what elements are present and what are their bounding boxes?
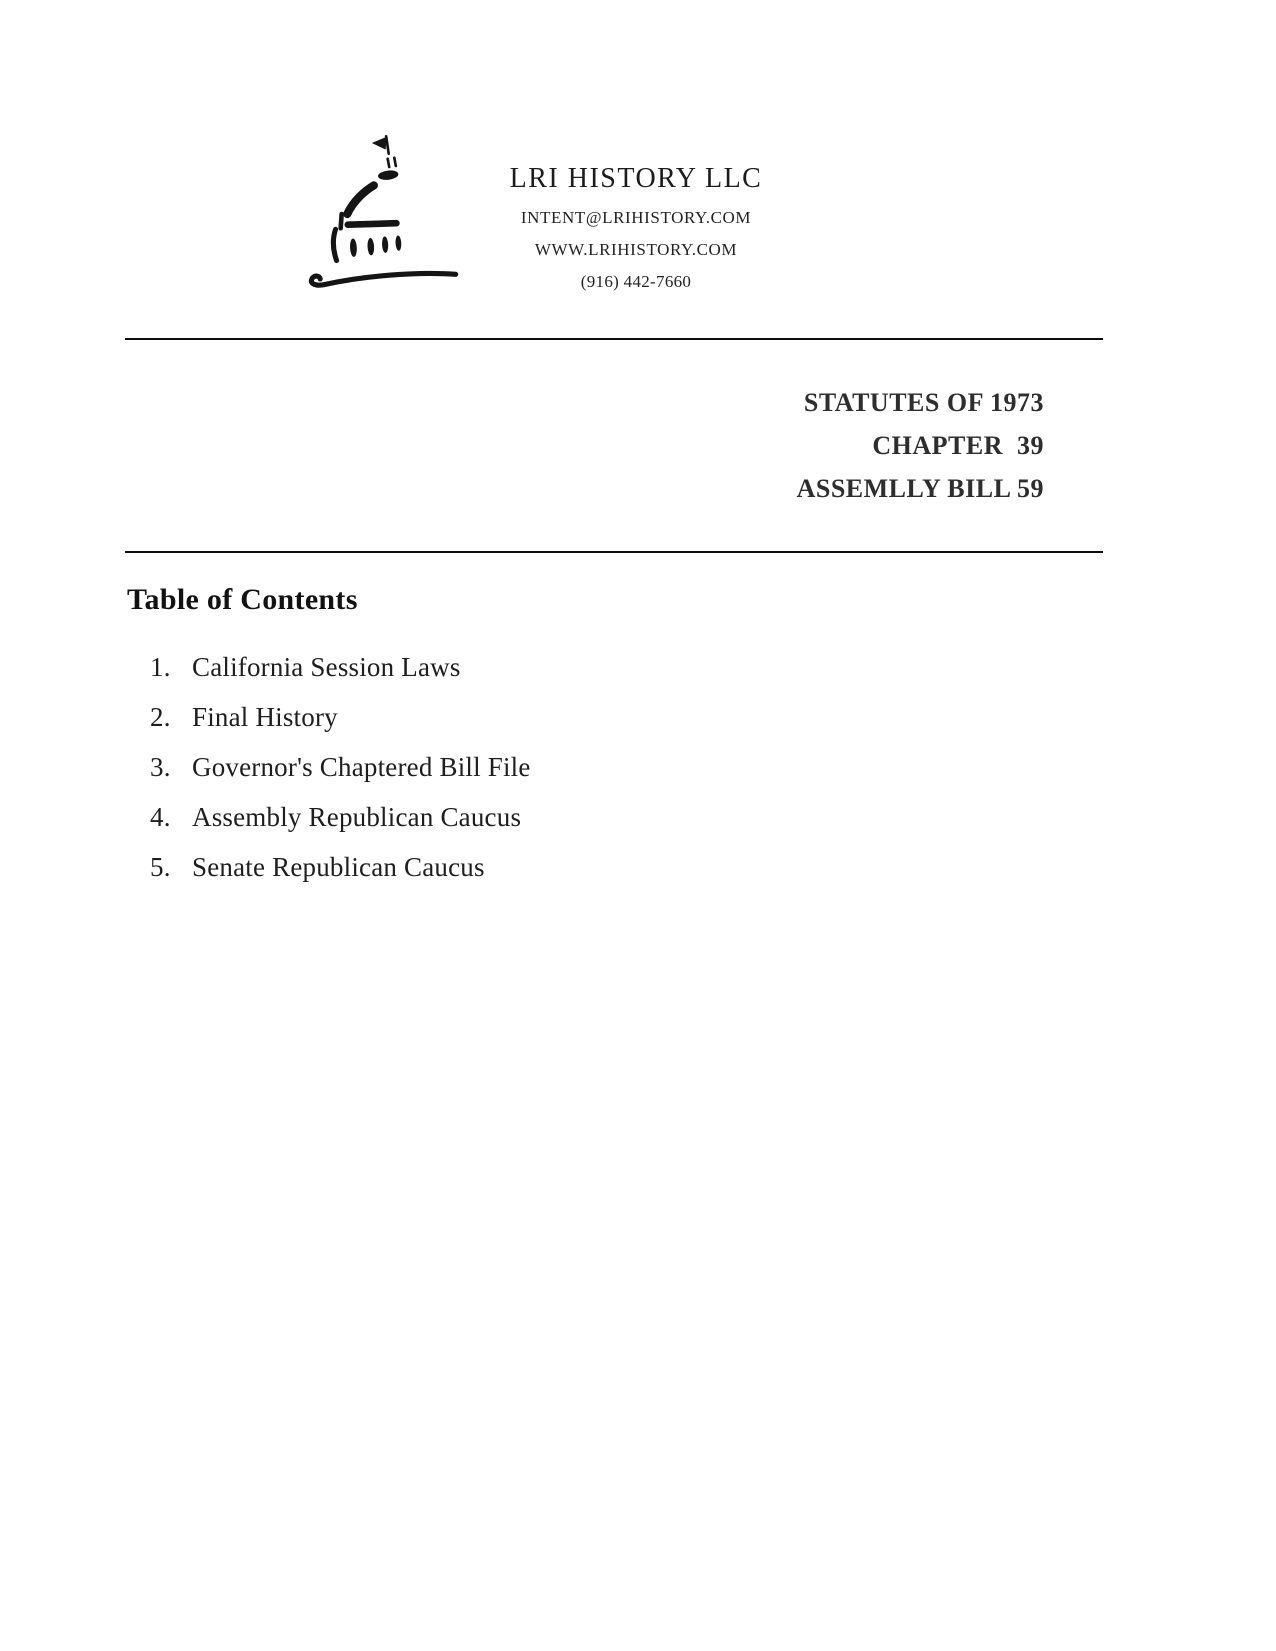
bottom-divider-rule bbox=[125, 551, 1103, 553]
bill-line: ASSEMLLY BILL 59 bbox=[796, 474, 1044, 503]
company-phone: (916) 442-7660 bbox=[580, 272, 692, 291]
company-website: WWW.LRIHISTORY.COM bbox=[534, 240, 738, 259]
company-email: INTENT@LRIHISTORY.COM bbox=[520, 208, 752, 227]
capitol-dome-icon bbox=[288, 122, 472, 306]
top-divider-rule bbox=[125, 338, 1103, 340]
toc-list bbox=[150, 650, 850, 900]
letterhead bbox=[452, 162, 820, 295]
toc-item-label: Assembly Republican Caucus bbox=[192, 802, 522, 832]
toc-item bbox=[150, 750, 850, 784]
toc-item-number: 1. bbox=[150, 652, 171, 682]
toc-item-number: 3. bbox=[150, 752, 171, 782]
toc-item-label: Final History bbox=[192, 702, 338, 732]
toc-item bbox=[150, 650, 850, 684]
toc-item-label: Senate Republican Caucus bbox=[192, 852, 485, 882]
toc-item bbox=[150, 800, 850, 834]
toc-item bbox=[150, 850, 850, 884]
toc-item-number: 4. bbox=[150, 802, 171, 832]
toc-heading: Table of Contents bbox=[127, 583, 358, 616]
toc-item-number: 5. bbox=[150, 852, 171, 882]
company-name: LRI HISTORY LLC bbox=[509, 163, 763, 194]
toc-item bbox=[150, 700, 850, 734]
toc-item-number: 2. bbox=[150, 702, 171, 732]
chapter-line: CHAPTER 39 bbox=[872, 431, 1044, 460]
statute-reference-block bbox=[797, 381, 1044, 510]
statutes-line: STATUTES OF 1973 bbox=[803, 388, 1044, 417]
toc-item-label: Governor's Chaptered Bill File bbox=[192, 752, 531, 782]
toc-item-label: California Session Laws bbox=[192, 652, 461, 682]
